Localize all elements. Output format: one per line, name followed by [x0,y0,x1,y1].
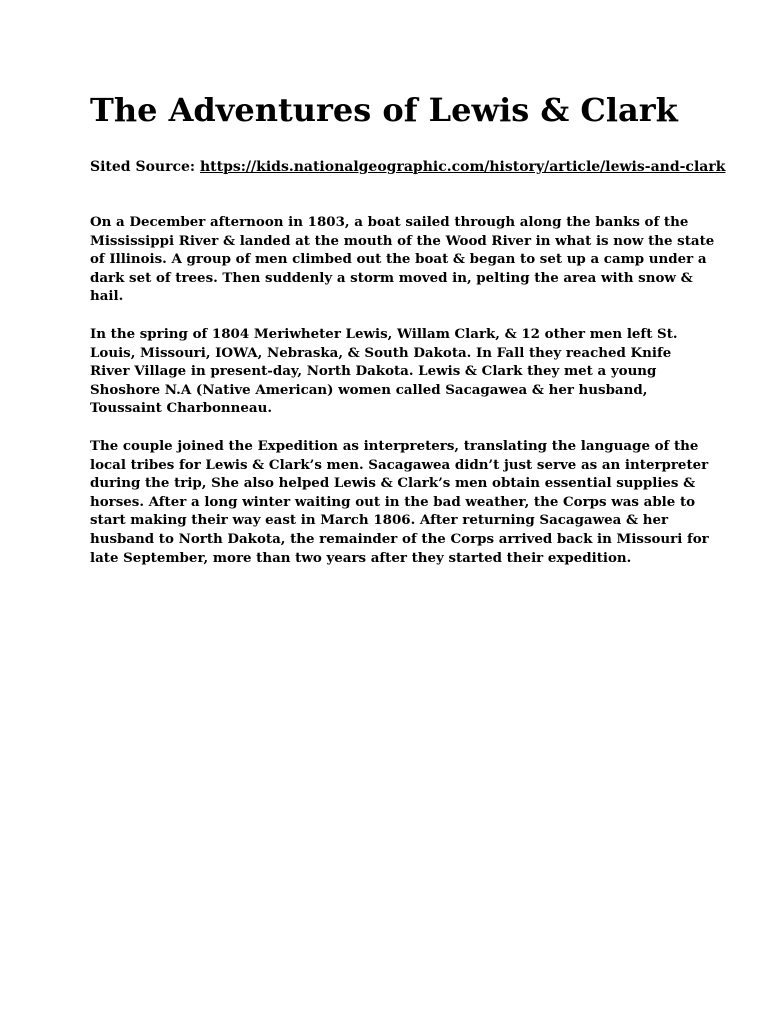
paragraph-2 [90,325,690,418]
paragraph-line: of Illinois. A group of men climbed out the boat & began to set up a camp under a [90,251,707,268]
paragraph-line: Louis, Missouri, IOWA, Nebraska, & South Dakota. In Fall they reached Knife [90,344,672,361]
paragraph-line: during the trip, She also helped Lewis & Clark’s men obtain essential supplies & [90,475,696,492]
paragraph-line: horses. After a long winter waiting out in the bad weather, the Corps was able to [90,493,696,510]
source-link[interactable]: https://kids.nationalgeographic.com/history/article/lewis-and-clark [199,159,726,175]
document-title: The Adventures of Lewis & Clark [90,91,678,129]
paragraph-line: hail. [90,288,124,305]
paragraph-line: husband to North Dakota, the remainder of the Corps arrived back in Missouri for [90,530,709,547]
paragraph-line: The couple joined the Expedition as interpreters, translating the language of the [90,438,699,454]
source-label: Sited Source: [90,159,196,175]
paragraph-line: River Village in present-day, North Dakota. Lewis & Clark they met a young [90,363,657,380]
paragraph-line: start making their way east in March 1806. After returning Sacagawea & her [90,512,669,529]
paragraph-line: local tribes for Lewis & Clark’s men. Sacagawea didn’t just serve as an interpreter [90,456,709,473]
paragraph-3 [90,437,709,567]
paragraph-line: Shoshore N.A (Native American) women called Sacagawea & her husband, [90,381,648,398]
paragraph-line: Toussaint Charbonneau. [90,400,273,417]
paragraph-line: Mississippi River & landed at the mouth of the Wood River in what is now the state [90,232,715,249]
paragraph-line: On a December afternoon in 1803, a boat sailed through along the banks of the [90,214,689,230]
paragraph-line: dark set of trees. Then suddenly a storm moved in, pelting the area with snow & [90,269,693,286]
paragraph-line: In the spring of 1804 Meriwheter Lewis, Willam Clark, & 12 other men left St. [90,326,678,342]
paragraph-1 [90,213,715,306]
paragraph-line: late September, more than two years after they started their expedition. [90,549,632,566]
source-line [90,157,725,177]
